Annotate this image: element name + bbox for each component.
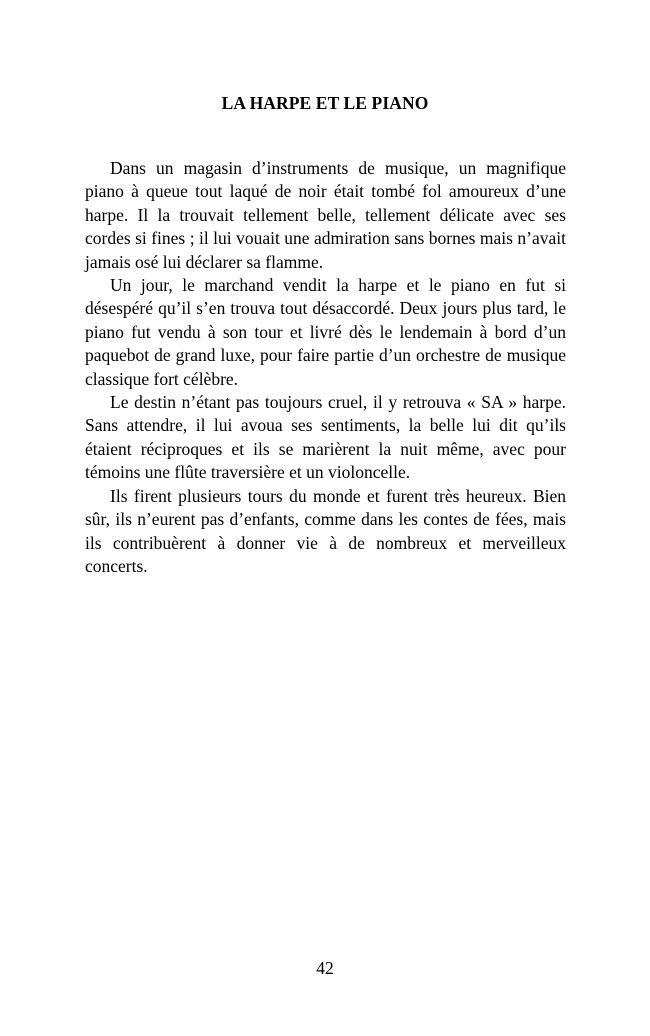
paragraph-2: Un jour, le marchand vendit la harpe et le piano en fut si désespéré qu’il s’en trouva tout désaccordé. Deux jours plus tard, le piano fut vendu à son tour et livré dès le lendemain à bord d’un paquebot de grand luxe, pour faire partie d’un orchestre de musique classique fort célèbre. bbox=[85, 275, 566, 389]
paragraph-4: Ils firent plusieurs tours du monde et furent très heureux. Bien sûr, ils n’eurent pas d’enfants, comme dans les contes de fées, mais ils contribuèrent à donner vie à de nombreux et merveilleux concerts. bbox=[85, 485, 566, 576]
page-number: 42 bbox=[316, 958, 334, 978]
paragraph-1: Dans un magasin d’instruments de musique, un magnifique piano à queue tout laqué de noir était tombé fol amoureux d’une harpe. Il la trouvait tellement belle, tellement délicate avec ses cordes si fines ; il lui vouait une admiration sans bornes mais n’avait jamais osé lui déclarer sa flamme. bbox=[85, 158, 566, 272]
paragraph-3: Le destin n’étant pas toujours cruel, il y retrouva « SA » harpe. Sans attendre, il lui avoua ses sentiments, la belle lui dit qu’ils étaient réciproques et ils se marièrent la nuit même, avec pour témoins une flûte traversière et un violoncelle. bbox=[85, 392, 566, 483]
page-title: LA HARPE ET LE PIANO bbox=[221, 93, 429, 113]
story-text bbox=[85, 157, 566, 578]
